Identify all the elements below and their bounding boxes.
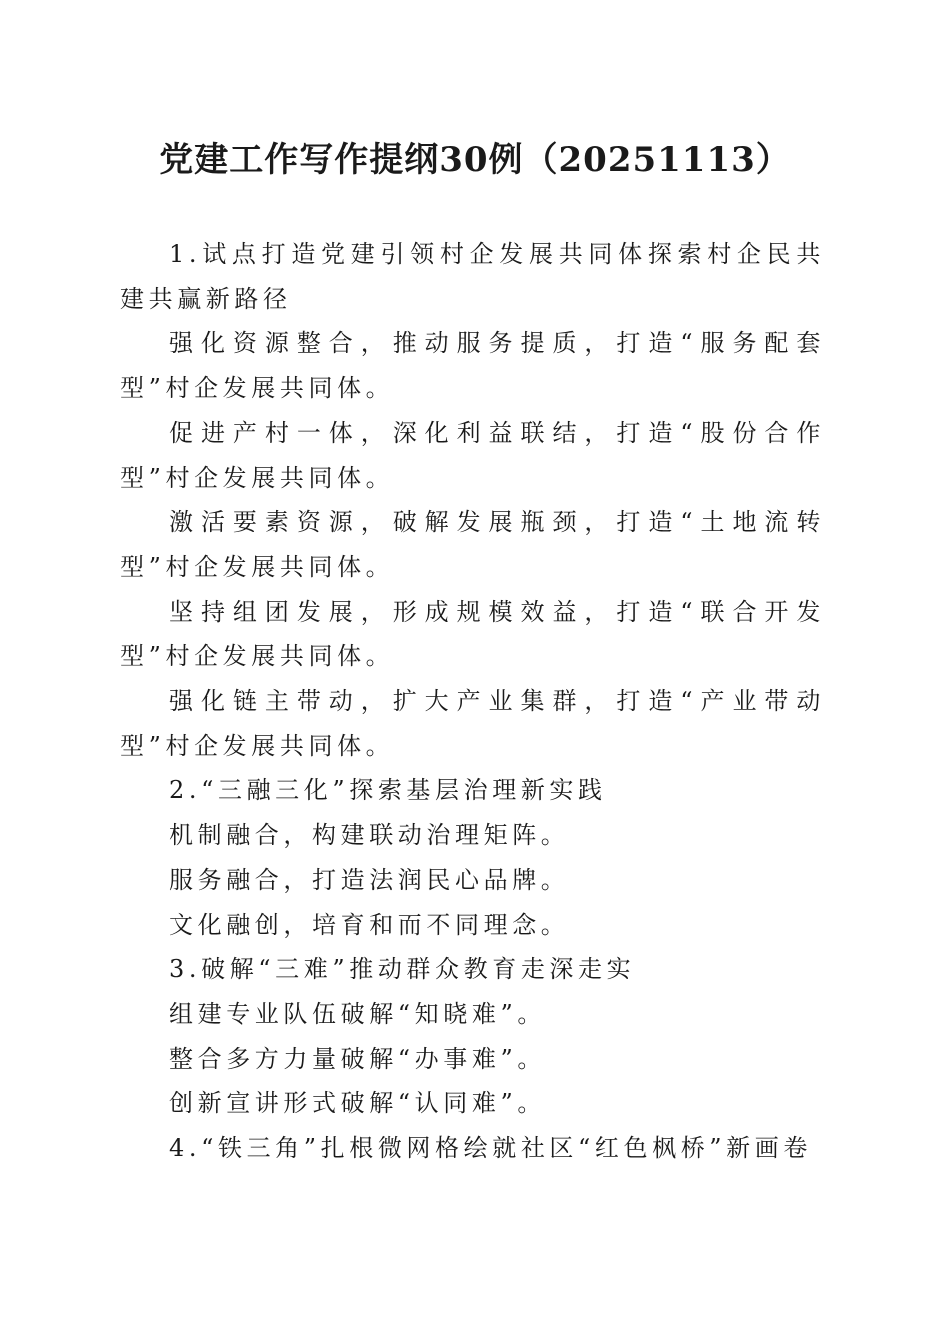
paragraph: 促进产村一体，深化利益联结，打造“股份合作型”村企发展共同体。 xyxy=(120,418,825,492)
section-heading-4: 4.“铁三角”扎根微网格绘就社区“红色枫桥”新画卷 xyxy=(169,1134,812,1163)
paragraph: 强化资源整合，推动服务提质，打造“服务配套型”村企发展共同体。 xyxy=(120,329,825,403)
section-heading-1: 1.试点打造党建引领村企发展共同体探索村企民共建共赢新路径 xyxy=(120,240,825,313)
paragraph: 创新宣讲形式破解“认同难”。 xyxy=(169,1089,546,1118)
paragraph: 坚持组团发展，形成规模效益，打造“联合开发型”村企发展共同体。 xyxy=(120,597,825,671)
paragraph: 组建专业队伍破解“知晓难”。 xyxy=(169,999,546,1028)
document-title: 党建工作写作提纲30例（20251113） xyxy=(159,140,791,180)
document-body xyxy=(120,232,825,1171)
paragraph: 机制融合，构建联动治理矩阵。 xyxy=(169,821,570,850)
paragraph: 文化融创，培育和而不同理念。 xyxy=(169,910,570,939)
paragraph: 整合多方力量破解“办事难”。 xyxy=(169,1044,546,1073)
paragraph: 强化链主带动，扩大产业集群，打造“产业带动型”村企发展共同体。 xyxy=(120,687,825,760)
section-heading-3: 3.破解“三难”推动群众教育走深走实 xyxy=(169,955,636,984)
section-heading-2: 2.“三融三化”探索基层治理新实践 xyxy=(169,776,607,805)
paragraph: 服务融合，打造法润民心品牌。 xyxy=(169,865,570,894)
paragraph: 激活要素资源，破解发展瓶颈，打造“土地流转型”村企发展共同体。 xyxy=(120,508,825,581)
